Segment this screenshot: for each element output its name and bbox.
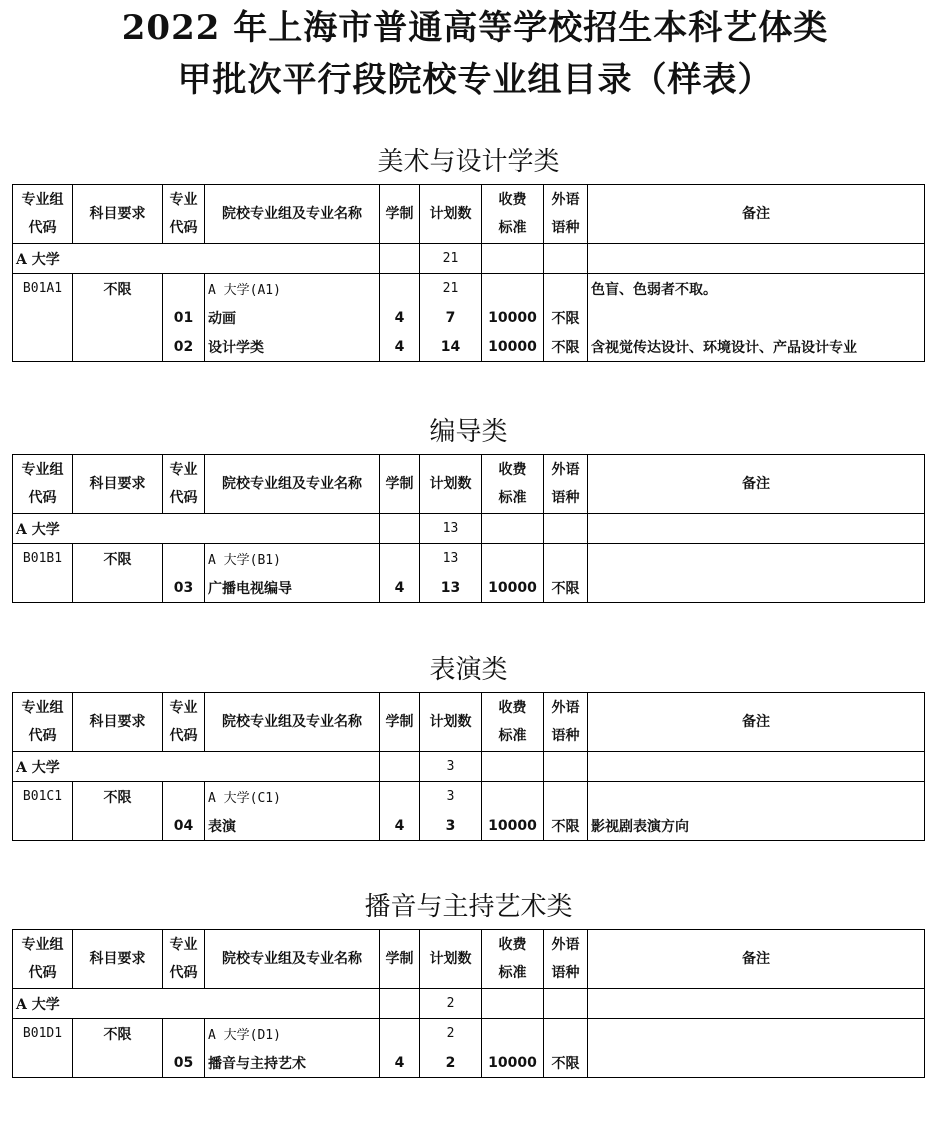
- catalog-table: [12, 454, 925, 603]
- group-subject-requirement: 不限: [73, 274, 163, 304]
- group-subject-requirement: 不限: [73, 782, 163, 812]
- group-code: B01D1: [13, 1019, 73, 1049]
- school-row: [13, 752, 925, 782]
- major-subject-requirement: [73, 303, 163, 332]
- school-plan: 3: [420, 752, 482, 782]
- header-note: 备注: [588, 185, 925, 244]
- header-group-code: 专业组 代码: [13, 693, 73, 752]
- header-row: [13, 693, 925, 752]
- header-note: 备注: [588, 693, 925, 752]
- major-language: 不限: [544, 1048, 588, 1078]
- header-subject-requirement: 科目要求: [73, 185, 163, 244]
- group-fee: [482, 544, 544, 574]
- catalog-table: [12, 692, 925, 841]
- major-code: 01: [163, 303, 205, 332]
- major-code: 05: [163, 1048, 205, 1078]
- school-duration: [380, 244, 420, 274]
- header-fee: 收费 标准: [482, 185, 544, 244]
- group-note: [588, 1019, 925, 1049]
- group-major-code: [163, 782, 205, 812]
- group-language: [544, 544, 588, 574]
- school-fee: [482, 989, 544, 1019]
- major-fee: 10000: [482, 1048, 544, 1078]
- header-duration: 学制: [380, 693, 420, 752]
- group-plan: 13: [420, 544, 482, 574]
- major-plan: 14: [420, 332, 482, 362]
- section-title: 编导类: [429, 417, 508, 447]
- school-duration: [380, 752, 420, 782]
- major-name: 设计学类: [205, 332, 380, 362]
- school-language: [544, 989, 588, 1019]
- header-row: [13, 930, 925, 989]
- header-group-code: 专业组 代码: [13, 930, 73, 989]
- school-row: [13, 514, 925, 544]
- major-plan: 7: [420, 303, 482, 332]
- group-language: [544, 1019, 588, 1049]
- major-language: 不限: [544, 332, 588, 362]
- header-major-code: 专业 代码: [163, 930, 205, 989]
- major-duration: 4: [380, 1048, 420, 1078]
- major-note: [588, 573, 925, 603]
- school-plan: 21: [420, 244, 482, 274]
- header-subject-requirement: 科目要求: [73, 455, 163, 514]
- major-subject-requirement: [73, 332, 163, 362]
- major-fee: 10000: [482, 573, 544, 603]
- header-duration: 学制: [380, 930, 420, 989]
- school-language: [544, 244, 588, 274]
- major-plan: 3: [420, 811, 482, 841]
- header-row: [13, 455, 925, 514]
- major-code: 04: [163, 811, 205, 841]
- group-major-code: [163, 274, 205, 304]
- catalog-table: [12, 929, 925, 1078]
- major-code: 03: [163, 573, 205, 603]
- major-group-code: [13, 811, 73, 841]
- group-subject-requirement: 不限: [73, 544, 163, 574]
- group-language: [544, 274, 588, 304]
- header-plan: 计划数: [420, 693, 482, 752]
- group-code: B01B1: [13, 544, 73, 574]
- school-language: [544, 752, 588, 782]
- group-name: A 大学(C1): [205, 782, 380, 812]
- group-subject-requirement: 不限: [73, 1019, 163, 1049]
- group-note: [588, 544, 925, 574]
- header-major-code: 专业 代码: [163, 693, 205, 752]
- group-plan: 2: [420, 1019, 482, 1049]
- school-fee: [482, 244, 544, 274]
- group-fee: [482, 782, 544, 812]
- major-group-code: [13, 573, 73, 603]
- school-note: [588, 989, 925, 1019]
- school-plan: 13: [420, 514, 482, 544]
- major-subject-requirement: [73, 1048, 163, 1078]
- school-duration: [380, 989, 420, 1019]
- header-major-code: 专业 代码: [163, 185, 205, 244]
- school-plan: 2: [420, 989, 482, 1019]
- major-language: 不限: [544, 811, 588, 841]
- header-plan: 计划数: [420, 930, 482, 989]
- major-row: [13, 332, 925, 362]
- major-language: 不限: [544, 573, 588, 603]
- header-note: 备注: [588, 455, 925, 514]
- header-group-code: 专业组 代码: [13, 455, 73, 514]
- header-name: 院校专业组及专业名称: [205, 930, 380, 989]
- major-name: 广播电视编导: [205, 573, 380, 603]
- major-group-code: [13, 303, 73, 332]
- header-fee: 收费 标准: [482, 693, 544, 752]
- school-duration: [380, 514, 420, 544]
- group-plan: 21: [420, 274, 482, 304]
- group-code: B01A1: [13, 274, 73, 304]
- school-row: [13, 244, 925, 274]
- header-name: 院校专业组及专业名称: [205, 185, 380, 244]
- major-row: [13, 811, 925, 841]
- header-group-code: 专业组 代码: [13, 185, 73, 244]
- group-row: [13, 274, 925, 304]
- group-note: [588, 782, 925, 812]
- major-language: 不限: [544, 303, 588, 332]
- header-plan: 计划数: [420, 185, 482, 244]
- header-subject-requirement: 科目要求: [73, 693, 163, 752]
- school-row: [13, 989, 925, 1019]
- group-row: [13, 544, 925, 574]
- major-plan: 13: [420, 573, 482, 603]
- major-group-code: [13, 1048, 73, 1078]
- group-fee: [482, 1019, 544, 1049]
- school-name: A 大学: [13, 244, 380, 274]
- school-note: [588, 514, 925, 544]
- school-note: [588, 752, 925, 782]
- major-name: 动画: [205, 303, 380, 332]
- major-note: 含视觉传达设计、环境设计、产品设计专业: [588, 332, 925, 362]
- group-name: A 大学(D1): [205, 1019, 380, 1049]
- major-code: 02: [163, 332, 205, 362]
- header-row: [13, 185, 925, 244]
- header-fee: 收费 标准: [482, 455, 544, 514]
- major-duration: 4: [380, 811, 420, 841]
- major-note: 影视剧表演方向: [588, 811, 925, 841]
- school-name: A 大学: [13, 989, 380, 1019]
- header-fee: 收费 标准: [482, 930, 544, 989]
- group-fee: [482, 274, 544, 304]
- major-duration: 4: [380, 573, 420, 603]
- section-title: 播音与主持艺术类: [364, 892, 573, 922]
- major-name: 播音与主持艺术: [205, 1048, 380, 1078]
- group-duration: [380, 274, 420, 304]
- major-name: 表演: [205, 811, 380, 841]
- school-fee: [482, 752, 544, 782]
- section-title: 表演类: [429, 655, 508, 685]
- major-note: [588, 1048, 925, 1078]
- header-name: 院校专业组及专业名称: [205, 455, 380, 514]
- major-duration: 4: [380, 332, 420, 362]
- major-fee: 10000: [482, 332, 544, 362]
- header-note: 备注: [588, 930, 925, 989]
- header-language: 外语 语种: [544, 693, 588, 752]
- major-fee: 10000: [482, 303, 544, 332]
- group-plan: 3: [420, 782, 482, 812]
- header-language: 外语 语种: [544, 185, 588, 244]
- group-language: [544, 782, 588, 812]
- header-duration: 学制: [380, 185, 420, 244]
- header-duration: 学制: [380, 455, 420, 514]
- header-subject-requirement: 科目要求: [73, 930, 163, 989]
- school-name: A 大学: [13, 514, 380, 544]
- header-language: 外语 语种: [544, 455, 588, 514]
- group-major-code: [163, 1019, 205, 1049]
- school-name: A 大学: [13, 752, 380, 782]
- header-language: 外语 语种: [544, 930, 588, 989]
- header-name: 院校专业组及专业名称: [205, 693, 380, 752]
- major-row: [13, 573, 925, 603]
- group-name: A 大学(A1): [205, 274, 380, 304]
- header-plan: 计划数: [420, 455, 482, 514]
- group-row: [13, 782, 925, 812]
- major-group-code: [13, 332, 73, 362]
- major-subject-requirement: [73, 573, 163, 603]
- group-major-code: [163, 544, 205, 574]
- group-duration: [380, 782, 420, 812]
- school-fee: [482, 514, 544, 544]
- catalog-table: [12, 184, 925, 362]
- major-subject-requirement: [73, 811, 163, 841]
- school-note: [588, 244, 925, 274]
- major-row: [13, 303, 925, 332]
- group-code: B01C1: [13, 782, 73, 812]
- group-note: 色盲、色弱者不取。: [588, 274, 925, 304]
- major-note: [588, 303, 925, 332]
- major-row: [13, 1048, 925, 1078]
- section-title: 美术与设计学类: [377, 147, 560, 177]
- document-title-line1: 2022 年上海市普通高等学校招生本科艺体类: [121, 8, 829, 48]
- school-language: [544, 514, 588, 544]
- major-duration: 4: [380, 303, 420, 332]
- group-duration: [380, 1019, 420, 1049]
- header-major-code: 专业 代码: [163, 455, 205, 514]
- major-fee: 10000: [482, 811, 544, 841]
- major-plan: 2: [420, 1048, 482, 1078]
- group-row: [13, 1019, 925, 1049]
- document-title-line2: 甲批次平行段院校专业组目录（样表）: [177, 60, 773, 100]
- group-name: A 大学(B1): [205, 544, 380, 574]
- group-duration: [380, 544, 420, 574]
